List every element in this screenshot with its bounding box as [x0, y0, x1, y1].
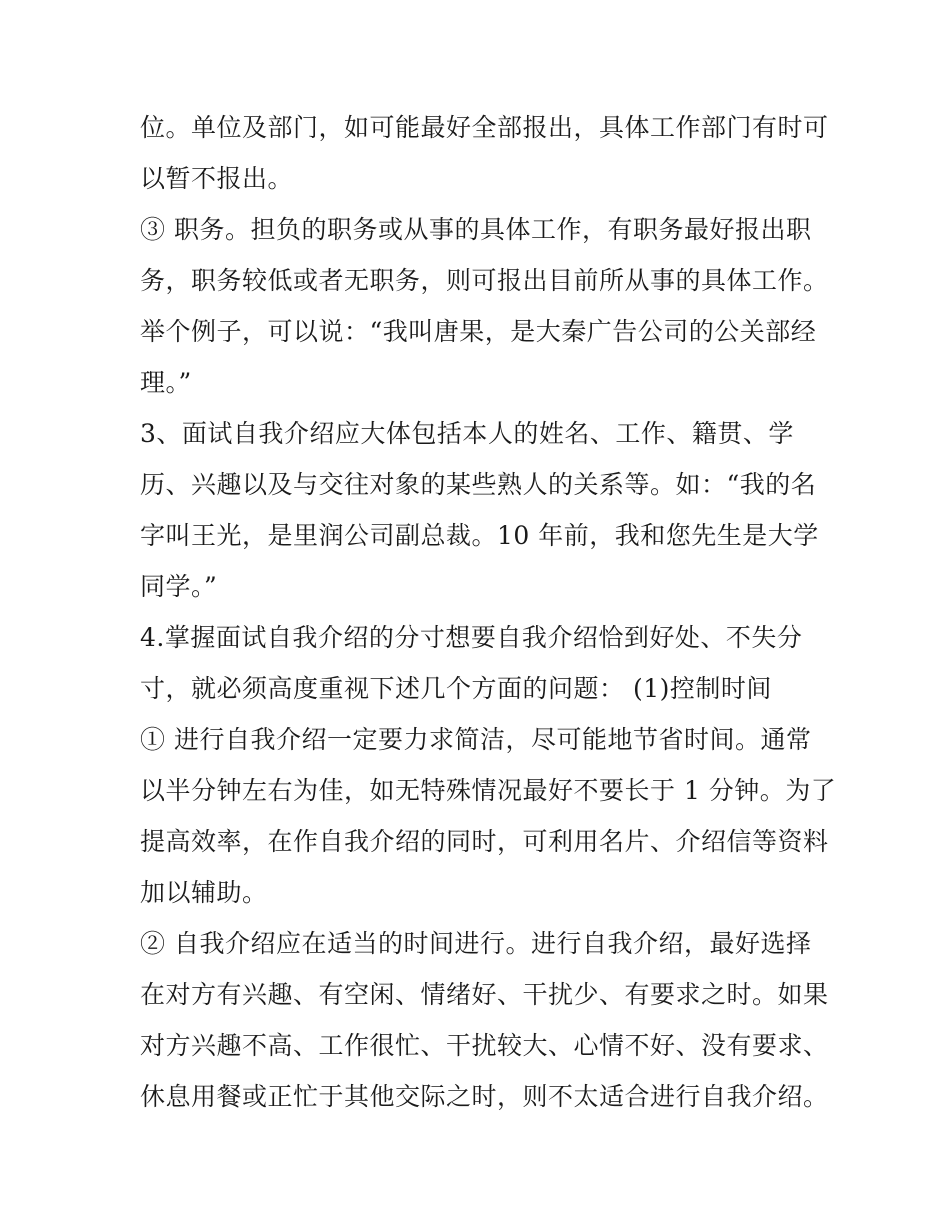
document-body: [140, 102, 837, 1122]
text-line: ③ 职务。担负的职务或从事的具体工作，有职务最好报出职: [140, 215, 812, 244]
text-line: 历、兴趣以及与交往对象的某些熟人的关系等。如：“我的名: [140, 470, 817, 499]
text-line: ② 自我介绍应在适当的时间进行。进行自我介绍，最好选择: [140, 929, 812, 958]
text-line: ① 进行自我介绍一定要力求简洁，尽可能地节省时间。通常: [140, 725, 812, 754]
text-line: 以半分钟左右为佳，如无特殊情况最好不要长于 1 分钟。为了: [140, 776, 837, 805]
text-line: 务，职务较低或者无职务，则可报出目前所从事的具体工作。: [140, 266, 829, 295]
text-line: 以暂不报出。: [140, 164, 294, 193]
text-line: 在对方有兴趣、有空闲、情绪好、干扰少、有要求之时。如果: [140, 980, 829, 1009]
text-line: 位。单位及部门，如可能最好全部报出，具体工作部门有时可: [140, 113, 829, 142]
text-line: 同学。”: [140, 572, 218, 601]
text-line: 理。”: [140, 368, 192, 397]
text-line: 3、面试自我介绍应大体包括本人的姓名、工作、籍贯、学: [140, 419, 794, 448]
text-line: 寸，就必须高度重视下述几个方面的问题： (1)控制时间: [140, 674, 772, 703]
text-line: 字叫王光，是里润公司副总裁。10 年前，我和您先生是大学: [140, 521, 819, 550]
text-line: 加以辅助。: [140, 878, 268, 907]
text-line: 提高效率，在作自我介绍的同时，可利用名片、介绍信等资料: [140, 827, 829, 856]
text-line: 休息用餐或正忙于其他交际之时，则不太适合进行自我介绍。: [140, 1082, 829, 1111]
text-line: 举个例子，可以说：“我叫唐果，是大秦广告公司的公关部经: [140, 317, 817, 346]
text-line: 4.掌握面试自我介绍的分寸想要自我介绍恰到好处、不失分: [140, 623, 803, 652]
text-line: 对方兴趣不高、工作很忙、干扰较大、心情不好、没有要求、: [140, 1031, 829, 1060]
